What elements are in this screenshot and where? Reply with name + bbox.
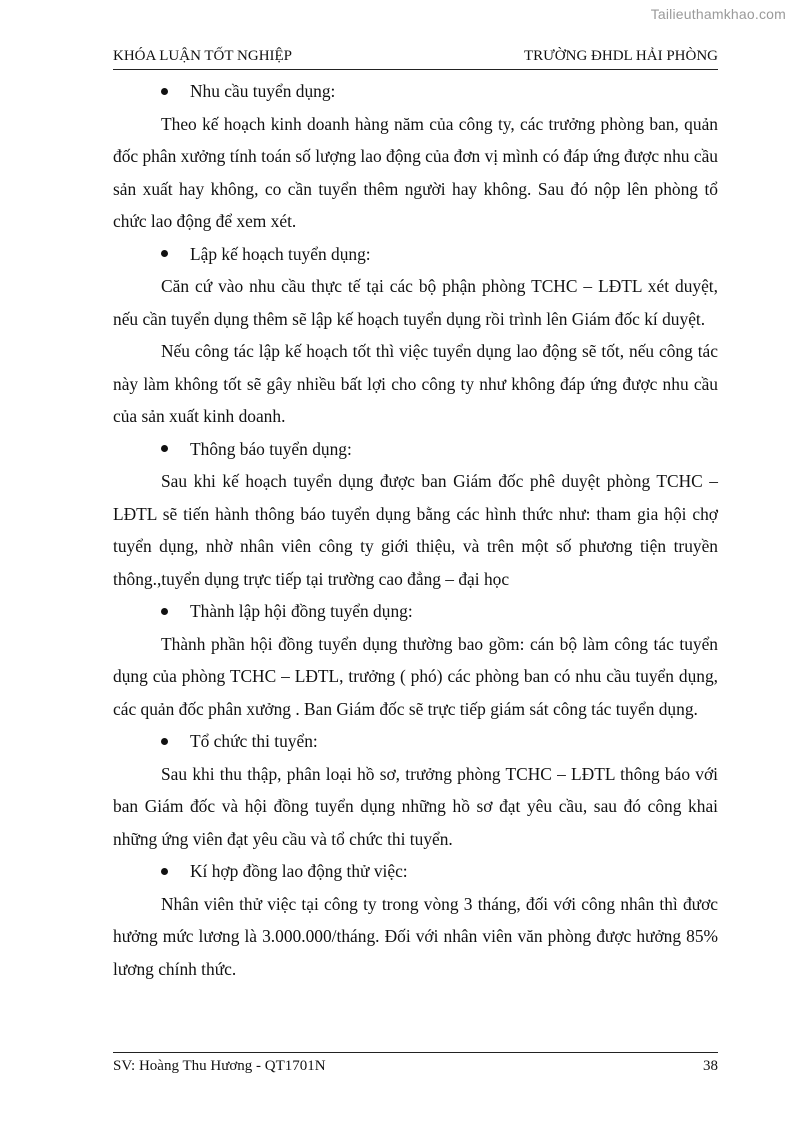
section-heading [161, 238, 718, 271]
section-heading-text: Kí hợp đồng lao động thử việc: [190, 861, 408, 881]
page-content [113, 75, 718, 985]
section-heading [161, 433, 718, 466]
header-left-title: KHÓA LUẬN TỐT NGHIỆP [113, 48, 293, 64]
paragraph: Thành phần hội đồng tuyển dụng thường bao gồm: cán bộ làm công tác tuyển dụng của phòng TCHC – LĐTL, trưởng ( phó) các phòng ban có nhu cầu tuyển dụng, các quản đốc phân xưởng . Ban Giám đốc sẽ trực tiếp giám sát công tác tuyển dụng. [113, 633, 718, 719]
paragraph: Theo kế hoạch kinh doanh hàng năm của công ty, các trưởng phòng ban, quản đốc phân xưởng tính toán số lượng lao động của đơn vị mình có đáp ứng được nhu cầu sản xuất hay không, co cần tuyển thêm người hay không. Sau đó nộp lên phòng tổ chức lao động để xem xét. [113, 113, 718, 231]
bullet-icon [161, 250, 168, 257]
paragraph: Căn cứ vào nhu cầu thực tế tại các bộ phận phòng TCHC – LĐTL xét duyệt, nếu cần tuyển dụng thêm sẽ lập kế hoạch tuyển dụng rồi trình lên Giám đốc kí duyệt. [113, 276, 718, 329]
section-heading-text: Nhu cầu tuyển dụng: [190, 81, 336, 101]
bullet-icon [161, 608, 168, 615]
page-header [113, 48, 718, 70]
watermark-text: Tailieuthamkhao.com [650, 6, 786, 22]
paragraph: Nếu công tác lập kế hoạch tốt thì việc tuyển dụng lao động sẽ tốt, nếu công tác này làm không tốt sẽ gây nhiều bất lợi cho công ty như không đáp ứng được nhu cầu của sản xuất kinh doanh. [113, 341, 718, 426]
header-right-title: TRƯỜNG ĐHDL HẢI PHÒNG [524, 48, 718, 64]
paragraph: Sau khi thu thập, phân loại hồ sơ, trưởng phòng TCHC – LĐTL thông báo với ban Giám đốc và hội đồng tuyển dụng những hồ sơ đạt yêu cầu, sau đó công khai những ứng viên đạt yêu cầu và tổ chức thi tuyển. [113, 763, 718, 849]
section-heading [161, 595, 718, 628]
section-heading-text: Thành lập hội đồng tuyển dụng: [190, 601, 413, 621]
paragraph: Nhân viên thử việc tại công ty trong vòng 3 tháng, đối với công nhân thì đươc hưởng mức lương là 3.000.000/tháng. Đối với nhân viên văn phòng được hưởng 85% lương chính thức. [113, 893, 718, 979]
bullet-icon [161, 88, 168, 95]
section-heading [161, 75, 718, 108]
footer-author: SV: Hoàng Thu Hương - QT1701N [113, 1058, 326, 1074]
section-heading-text: Tổ chức thi tuyển: [190, 731, 318, 751]
bullet-icon [161, 445, 168, 452]
bullet-icon [161, 738, 168, 745]
page-footer [113, 1052, 718, 1075]
section-heading-text: Thông báo tuyển dụng: [190, 438, 352, 459]
section-heading [161, 725, 718, 758]
paragraph: Sau khi kế hoạch tuyển dụng được ban Giám đốc phê duyệt phòng TCHC – LĐTL sẽ tiến hành thông báo tuyển dụng bằng các hình thức như: tham gia hội chợ tuyển dụng, nhờ nhân viên công ty giới thiệu, và trên một số phương tiện truyền thông.,tuyển dụng trực tiếp tại trường cao đẳng – đại học [113, 471, 718, 589]
section-heading-text: Lập kế hoạch tuyển dụng: [190, 243, 371, 264]
page-number: 38 [703, 1058, 718, 1074]
bullet-icon [161, 868, 168, 875]
section-heading [161, 855, 718, 888]
